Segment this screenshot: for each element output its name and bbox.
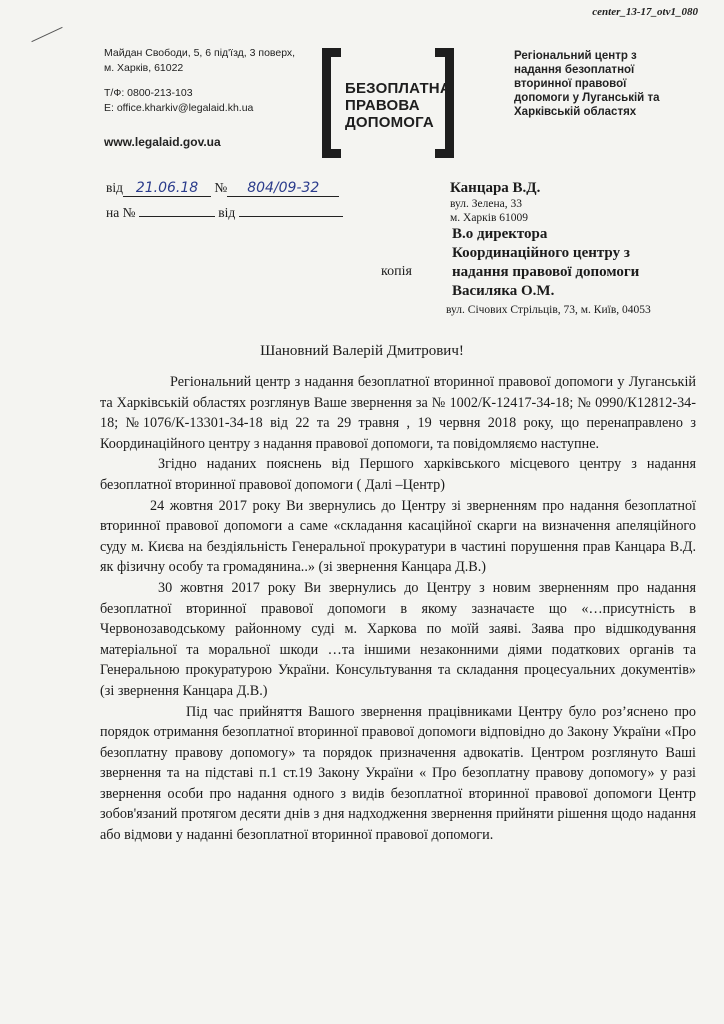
region-name-line: надання безоплатної bbox=[514, 64, 635, 76]
outgoing-date: 21.06.18 bbox=[123, 180, 211, 197]
copy-addressee-line: Координаційного центру з bbox=[452, 245, 630, 261]
copy-addressee bbox=[452, 225, 639, 301]
org-address-line1: Майдан Свободи, 5, 6 під'їзд, 3 поверх, bbox=[104, 47, 296, 59]
incoming-number-label: на № bbox=[106, 205, 136, 220]
outgoing-reference bbox=[106, 180, 339, 197]
addressee-city: м. Харків 61009 bbox=[450, 212, 529, 224]
logo-line: БЕЗОПЛАТНА bbox=[345, 80, 451, 97]
org-address-line2: м. Харків, 61022 bbox=[104, 61, 184, 74]
region-name-line: вторинної правової bbox=[514, 78, 627, 90]
region-center-name bbox=[514, 49, 714, 119]
addressee-street: вул. Зелена, 33 bbox=[450, 198, 522, 210]
incoming-date-label: від bbox=[218, 205, 236, 220]
copy-addressee-line: В.о директора bbox=[452, 226, 548, 242]
org-phone: Т/Ф: 0800-213-103 bbox=[104, 87, 193, 99]
region-name-line: допомоги у Луганській та bbox=[514, 92, 660, 104]
org-contact-block bbox=[104, 46, 295, 115]
org-website: www.legalaid.gov.ua bbox=[104, 135, 221, 149]
addressee-name: Канцара В.Д. bbox=[450, 180, 541, 196]
paragraph: Регіональний центр з надання безоплатної вторинної правової допомоги у Луганській та Харківській областях розглянув Ваше звернення за № 1002/К-12417-34-18; № 0990/К12812-34-18; №1076/К-13301-34-18 від 22 та 29 травня , 19 червня 2018 року, що перенаправлено з Координаційного центру з надання правової допомоги, та повідомляємо наступне. bbox=[100, 374, 696, 452]
logo-line: ДОПОМОГА bbox=[345, 114, 434, 131]
from-label: від bbox=[106, 180, 123, 195]
copy-label: копія bbox=[381, 264, 412, 279]
salutation: Шановний Валерій Дмитрович! bbox=[260, 343, 464, 359]
region-name-line: Регіональний центр з bbox=[514, 50, 637, 62]
logo-text bbox=[345, 80, 451, 131]
letter-body bbox=[100, 372, 696, 846]
paragraph: 24 жовтня 2017 року Ви звернулись до Центру зі зверненням про надання безоплатної вторинної правової допомоги а саме «складання касаційної скарги на визначення апеляційного суду м. Києва на бездіяльність Генеральної прокуратури в частині порушення прав Канцара В.Д. як фізичну особу та громадянина..» (зі звернення Канцара Д.В.) bbox=[100, 497, 696, 576]
outgoing-number: 804/09-32 bbox=[227, 180, 339, 197]
paragraph: 30 жовтня 2017 року Ви звернулись до Центру з новим зверненням про надання безоплатної вторинної правової допомоги в якому зазначаєте що «…присутність в Червонозаводському районному суді м. Харкова по моїй заяві. Заява про відшкодування матеріальної та моральної шкоди …та іншими незаконними діями податкових органів та Генеральною прокуратурою України. Консультування та складання процесуальних документів» (зі звернення Канцара Д.В.) bbox=[100, 579, 696, 699]
copy-addressee-address: вул. Січових Стрільців, 73, м. Київ, 04053 bbox=[446, 304, 651, 316]
copy-addressee-line: Василяка О.М. bbox=[452, 283, 555, 299]
logo-line: ПРАВОВА bbox=[345, 97, 420, 114]
number-label: № bbox=[214, 180, 228, 195]
incoming-number-blank bbox=[139, 204, 215, 217]
logo-left-bracket bbox=[322, 48, 341, 158]
pen-mark bbox=[31, 27, 62, 42]
copy-addressee-line: надання правової допомоги bbox=[452, 264, 640, 280]
paragraph: Згідно наданих пояснень від Першого харківського місцевого центру з надання безоплатної вторинної правової допомоги ( Далі –Центр) bbox=[100, 456, 696, 493]
region-name-line: Харківській областях bbox=[514, 106, 637, 118]
incoming-reference bbox=[106, 204, 343, 221]
archive-stamp: center_13-17_otv1_080 bbox=[592, 6, 698, 18]
paragraph: Під час прийняття Вашого звернення працівниками Центру було роз’яснено про порядок отримання безоплатної вторинної правової допомоги відповідно до Закону України «Про безоплатну правову допомогу» та порядок призначення адвокатів. Центром розглянуто Ваші звернення та на підставі п.1 ст.19 Закону України « Про безоплатну правову допомогу» у разі звернення особи про надання одного з видів безоплатної вторинної правової допомоги Центр зобов'язаний протягом десяти днів з дня надходження звернення прийняти рішення щодо надання або відмови у наданні безоплатної вторинної правової допомоги. bbox=[100, 703, 696, 844]
org-email: E: office.kharkiv@legalaid.kh.ua bbox=[104, 101, 254, 114]
incoming-date-blank bbox=[239, 204, 343, 217]
